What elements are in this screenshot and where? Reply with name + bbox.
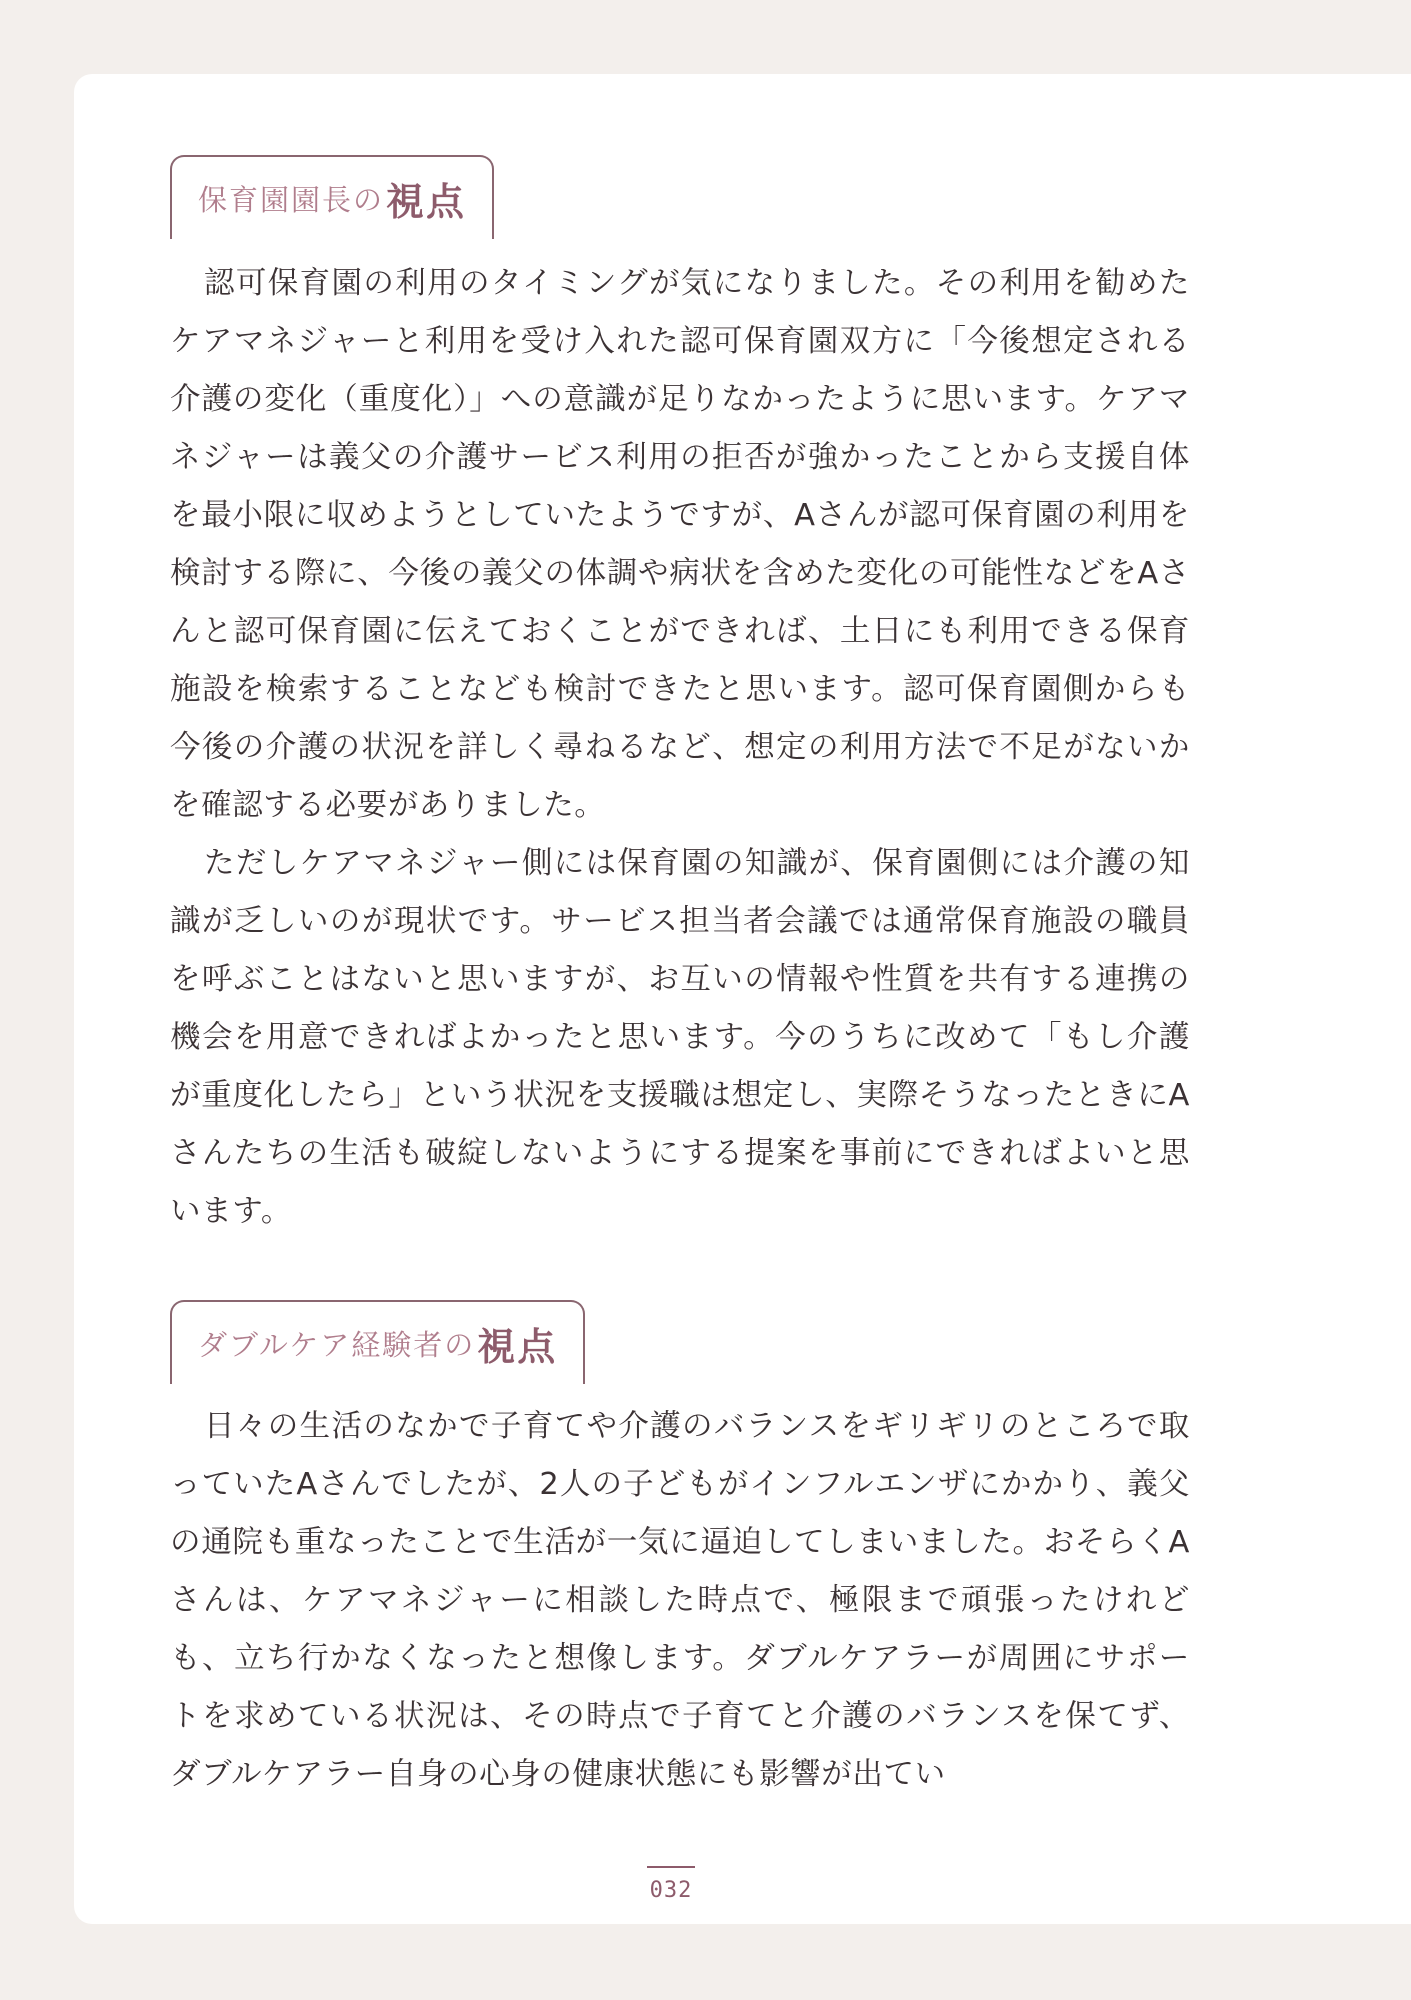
section-heading-emphasis: 視点 <box>386 179 467 224</box>
section-heading-prefix: 保育園園長の <box>198 182 385 217</box>
section-heading-principal <box>170 155 494 239</box>
page-number-rule <box>647 1866 695 1868</box>
section-heading-prefix: ダブルケア経験者の <box>198 1327 476 1362</box>
body-paragraph: ただしケアマネジャー側には保育園の知識が、保育園側には介護の知識が乏しいのが現状です。サービス担当者会議では通常保育施設の職員を呼ぶことはないと思いますが、お互いの情報や性質を共有する連携の機会を用意できればよかったと思います。今のうちに改めて「もし介護が重度化したら」という状況を支援職は想定し、実際そうなったときにAさんたちの生活も破綻しないようにする提案を事前にできればよいと思います。 <box>170 846 1190 1229</box>
section-heading-double-care <box>170 1300 585 1384</box>
body-paragraph: 日々の生活のなかで子育てや介護のバランスをギリギリのところで取っていたAさんでしたが、2人の子どもがインフルエンザにかかり、義父の通院も重なったことで生活が一気に逼迫してしまいました。おそらくAさんは、ケアマネジャーに相談した時点で、極限まで頑張ったけれども、立ち行かなくなったと想像します。ダブルケアラーが周囲にサポートを求めている状況は、その時点で子育てと介護のバランスを保てず、ダブルケアラー自身の心身の健康状態にも影響が出てい <box>170 1409 1190 1792</box>
section-heading-emphasis: 視点 <box>477 1324 558 1369</box>
body-paragraph: 認可保育園の利用のタイミングが気になりました。その利用を勧めたケアマネジャーと利用を受け入れた認可保育園双方に「今後想定される介護の変化（重度化）」への意識が足りなかったように思います。ケアマネジャーは義父の介護サービス利用の拒否が強かったことから支援自体を最小限に収めようとしていたようですが、Aさんが認可保育園の利用を検討する際に、今後の義父の体調や病状を含めた変化の可能性などをAさんと認可保育園に伝えておくことができれば、土日にも利用できる保育施設を検索することなども検討できたと思います。認可保育園側からも今後の介護の状況を詳しく尋ねるなど、想定の利用方法で不足がないかを確認する必要がありました。 <box>170 266 1190 823</box>
page-number: 032 <box>649 1878 693 1903</box>
